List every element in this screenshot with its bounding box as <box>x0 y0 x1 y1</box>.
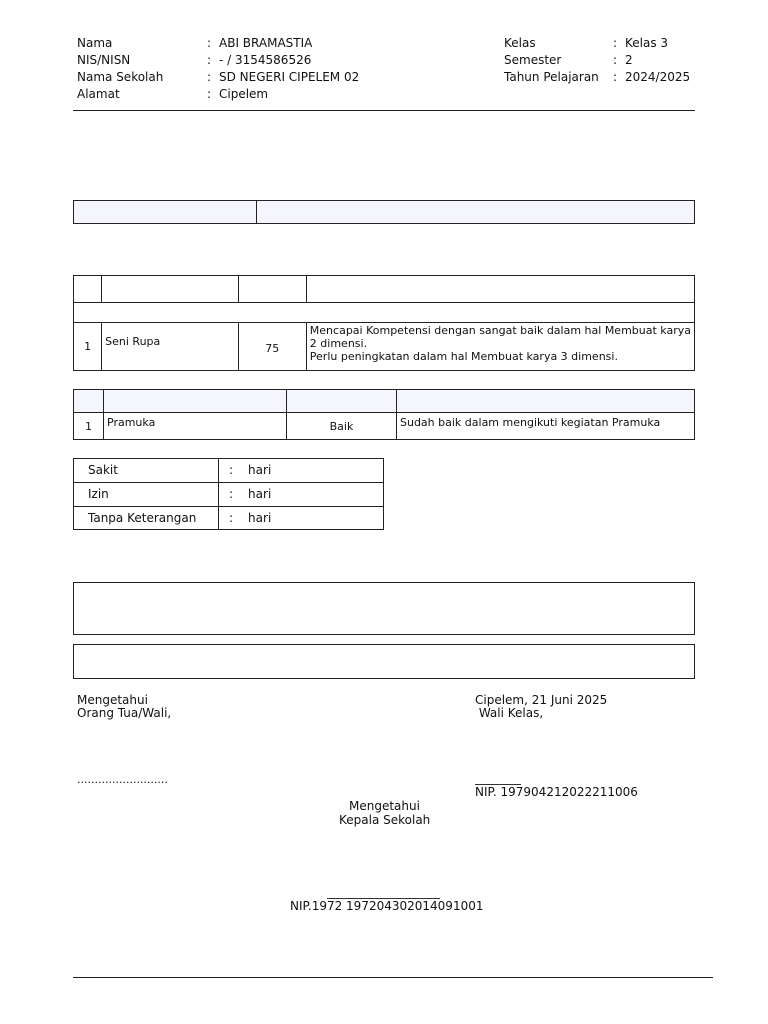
principal-role: Kepala Sekolah <box>339 813 431 827</box>
activity-grade: Baik <box>287 413 397 440</box>
activity-description: Sudah baik dalam mengikuti kegiatan Pramuka <box>397 413 695 440</box>
table-row <box>74 413 695 440</box>
label-nama: Nama <box>77 36 113 50</box>
attendance-row <box>74 483 384 507</box>
header-cell-subject <box>102 276 238 303</box>
subject-name: Seni Rupa <box>102 323 238 371</box>
header-cell-activity <box>104 390 287 413</box>
section-title-table <box>73 200 695 224</box>
header-divider <box>73 110 695 111</box>
row-number: 1 <box>74 323 102 371</box>
sep: : <box>229 510 234 525</box>
attendance-label: Tanpa Keterangan <box>74 507 219 530</box>
activity-name: Pramuka <box>104 413 287 440</box>
label-tahun-pelajaran: Tahun Pelajaran <box>504 70 599 84</box>
teacher-role: Wali Kelas, <box>475 706 544 720</box>
attendance-label: Izin <box>74 483 219 507</box>
sep: : <box>613 53 618 67</box>
parent-signature-line: .......................... <box>77 773 168 786</box>
decision-box <box>73 644 695 679</box>
sep: : <box>229 487 234 501</box>
header-cell-description <box>397 390 695 413</box>
attendance-row <box>74 507 384 530</box>
row-number: 1 <box>74 413 104 440</box>
label-nisn: NIS/NISN <box>77 53 131 67</box>
place-date: Cipelem, 21 Juni 2025 <box>475 693 608 707</box>
description <box>306 323 694 371</box>
header-cell-description <box>306 276 694 303</box>
attendance-unit: hari <box>248 510 272 525</box>
label-nama-sekolah: Nama Sekolah <box>77 70 164 84</box>
attendance-value <box>219 507 384 530</box>
label-semester: Semester <box>504 53 562 67</box>
principal-acknowledge: Mengetahui <box>349 799 420 813</box>
footer-divider <box>73 977 713 978</box>
parent-role: Orang Tua/Wali, <box>77 706 172 720</box>
parent-acknowledge: Mengetahui <box>77 693 148 707</box>
description-line: 2 dimensi. <box>309 337 368 350</box>
sep: : <box>207 87 212 101</box>
attendance-table <box>73 458 384 530</box>
attendance-value <box>219 483 384 507</box>
header-cell-no <box>74 390 104 413</box>
academic-table <box>73 275 695 371</box>
value-nama-sekolah: SD NEGERI CIPELEM 02 <box>219 70 360 84</box>
attendance-value <box>219 459 384 483</box>
header-cell-no <box>74 276 102 303</box>
value-semester: 2 <box>625 53 633 67</box>
label-kelas: Kelas <box>504 36 536 50</box>
attendance-unit: hari <box>248 463 272 477</box>
table-row <box>74 323 695 371</box>
principal-nip: NIP.1972 197204302014091001 <box>290 899 484 913</box>
description-line: Mencapai Kompetensi dengan sangat baik dalam hal Membuat karya <box>309 324 691 337</box>
label-alamat: Alamat <box>77 87 120 101</box>
value-kelas: Kelas 3 <box>625 36 669 50</box>
attendance-unit: hari <box>248 487 272 501</box>
value-nisn: - / 3154586526 <box>219 53 312 67</box>
description-line: Perlu peningkatan dalam hal Membuat karya 3 dimensi. <box>309 350 618 363</box>
extracurricular-table <box>73 389 695 440</box>
sep: : <box>229 463 234 477</box>
attendance-label: Sakit <box>74 459 219 483</box>
value-nama: ABI BRAMASTIA <box>219 36 313 50</box>
header-cell-score <box>238 276 306 303</box>
title-cell-right <box>257 201 695 224</box>
value-tahun-pelajaran: 2024/2025 <box>625 70 691 84</box>
title-cell-left <box>74 201 257 224</box>
sep: : <box>613 36 618 50</box>
value-alamat: Cipelem <box>219 87 269 101</box>
teacher-nip: NIP. 197904212022211006 <box>475 785 638 799</box>
sep: : <box>613 70 618 84</box>
header-cell-grade <box>287 390 397 413</box>
group-row <box>74 303 695 323</box>
sep: : <box>207 53 212 67</box>
score-value: 75 <box>238 323 306 371</box>
note-box <box>73 582 695 635</box>
attendance-row <box>74 459 384 483</box>
sep: : <box>207 70 212 84</box>
sep: : <box>207 36 212 50</box>
